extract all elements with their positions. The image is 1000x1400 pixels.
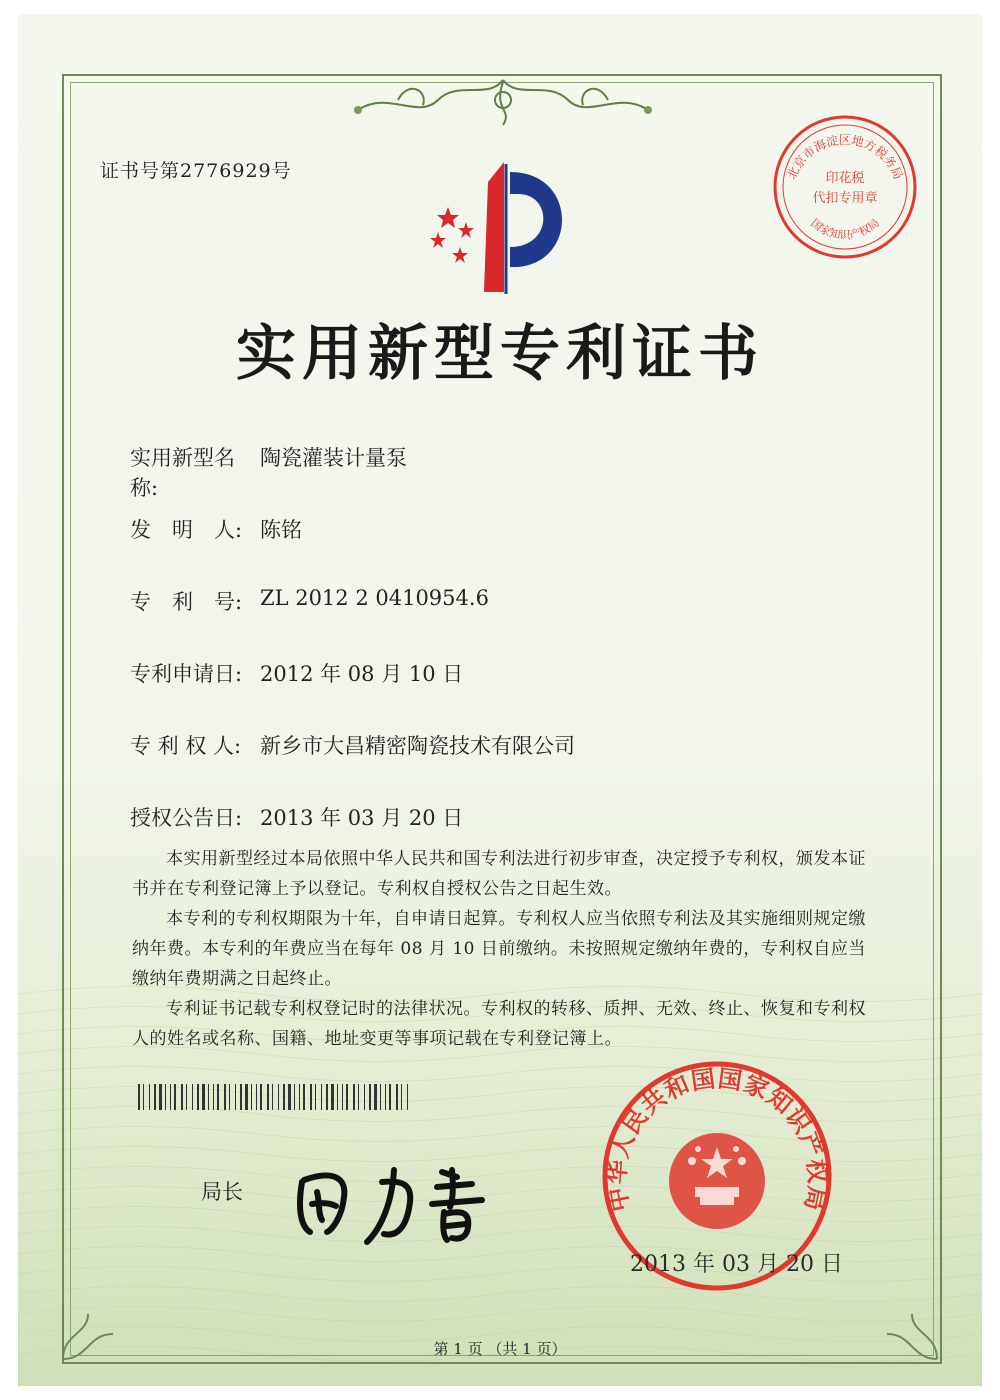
field-label: 专 利 权 人: <box>130 734 242 758</box>
paragraph: 专利证书记载专利权登记时的法律状况。专利权的转移、质押、无效、终止、恢复和专利权人的姓名或名称、国籍、地址变更等事项记载在专利登记簿上。 <box>132 999 866 1049</box>
barcode-bar <box>396 1084 398 1110</box>
seal-text: 中华人民共和国国家知识产权局 <box>602 1064 832 1214</box>
seal-date: 2013 年 03 月 20 日 <box>630 1252 843 1277</box>
barcode-bar <box>315 1084 316 1110</box>
barcode-bar <box>245 1084 248 1110</box>
barcode-bar <box>256 1084 257 1110</box>
barcode-bar <box>260 1084 262 1110</box>
barcode-bar <box>213 1084 214 1110</box>
field-value: 陈铭 <box>260 518 302 542</box>
barcode-bar <box>401 1084 402 1110</box>
barcode-bar <box>385 1084 386 1110</box>
field-label: 授权公告日: <box>130 806 243 830</box>
barcode <box>138 1084 410 1110</box>
field-patent-number <box>130 586 489 616</box>
barcode-bar <box>283 1084 285 1110</box>
barcode-bar <box>170 1084 171 1110</box>
barcode-bar <box>174 1084 176 1110</box>
stamp-inner-1: 印花税 <box>825 171 865 186</box>
paragraph: 本实用新型经过本局依照中华人民共和国专利法进行初步审查，决定授予专利权，颁发本证书并在专利登记簿上予以登记。专利权自授权公告之日起生效。 <box>132 849 866 899</box>
page-number: 第 1 页 （共 1 页） <box>433 1340 567 1358</box>
field-label: 发 明 人: <box>130 518 243 542</box>
barcode-bar <box>202 1084 205 1110</box>
barcode-bar <box>278 1084 279 1110</box>
barcode-bar <box>342 1084 343 1110</box>
barcode-bar <box>337 1084 338 1110</box>
barcode-bar <box>143 1084 144 1110</box>
certificate-number: 证书号第2776929号 <box>100 160 292 182</box>
barcode-bar <box>294 1084 295 1110</box>
barcode-bar <box>374 1084 377 1110</box>
barcode-bar <box>288 1084 291 1110</box>
barcode-bar <box>331 1084 334 1110</box>
field-value: 陶瓷灌装计量泵 <box>260 446 407 470</box>
page-title: 实用新型专利证书 <box>236 319 764 389</box>
barcode-bar <box>197 1084 199 1110</box>
barcode-bar <box>358 1084 359 1110</box>
certificate-body <box>132 844 872 1054</box>
barcode-bar <box>299 1084 300 1110</box>
stamp-bottom-text: 国家知识产权局 <box>808 216 882 242</box>
barcode-bar <box>321 1084 322 1110</box>
stamp-text: 北京市海淀区地方税务局 <box>784 133 906 182</box>
stamp-inner-2: 代扣专用章 <box>812 191 878 206</box>
barcode-bar <box>310 1084 312 1110</box>
field-inventor <box>130 514 302 544</box>
barcode-bar <box>272 1084 273 1110</box>
top-ornament <box>338 70 668 130</box>
field-value: 2012 年 08 月 10 日 <box>260 662 464 686</box>
field-application-date <box>130 658 463 688</box>
barcode-bar <box>229 1084 230 1110</box>
barcode-bar <box>303 1084 305 1110</box>
field-grant-date <box>130 802 463 832</box>
barcode-bar <box>364 1084 365 1110</box>
barcode-bar <box>159 1084 162 1110</box>
barcode-bar <box>326 1084 328 1110</box>
barcode-bar <box>138 1084 140 1110</box>
barcode-bar <box>192 1084 193 1110</box>
field-patentee <box>130 730 575 760</box>
barcode-bar <box>380 1084 381 1110</box>
paragraph: 本专利的专利权期限为十年，自申请日起算。专利权人应当依照专利法及其实施细则规定缴纳年费。本专利的年费应当在每年 08 月 10 日前缴纳。未按照规定缴纳年费的，专利权自应当缴纳年费期满之日起终止。 <box>132 909 866 989</box>
field-label: 专利申请日: <box>130 662 243 686</box>
barcode-bar <box>186 1084 187 1110</box>
barcode-bar <box>389 1084 391 1110</box>
barcode-bar <box>181 1084 183 1110</box>
barcode-bar <box>154 1084 156 1110</box>
field-label: 专 利 号: <box>130 590 243 614</box>
svg-text:国家知识产权局 <box>808 216 881 241</box>
barcode-bar <box>217 1084 219 1110</box>
patent-office-logo <box>408 152 588 302</box>
barcode-bar <box>165 1084 166 1110</box>
field-value: ZL 2012 2 0410954.6 <box>260 586 489 610</box>
barcode-bar <box>369 1084 371 1110</box>
barcode-bar <box>235 1084 236 1110</box>
barcode-bar <box>407 1084 408 1110</box>
barcode-bar <box>224 1084 226 1110</box>
barcode-bar <box>267 1084 269 1110</box>
barcode-bar <box>240 1084 242 1110</box>
certificate-page <box>18 14 982 1386</box>
field-value: 2013 年 03 月 20 日 <box>260 806 464 830</box>
barcode-bar <box>346 1084 348 1110</box>
director-signature <box>272 1142 512 1252</box>
tax-stamp <box>770 112 920 262</box>
barcode-bar <box>149 1084 150 1110</box>
national-emblem-icon <box>669 1133 765 1229</box>
director-label: 局长 <box>201 1180 243 1204</box>
field-utility-model-name <box>130 442 407 502</box>
barcode-bar <box>251 1084 252 1110</box>
field-label: 实用新型名称: <box>130 446 235 500</box>
field-value: 新乡市大昌精密陶瓷技术有限公司 <box>260 734 575 758</box>
barcode-bar <box>208 1084 209 1110</box>
barcode-bar <box>353 1084 355 1110</box>
